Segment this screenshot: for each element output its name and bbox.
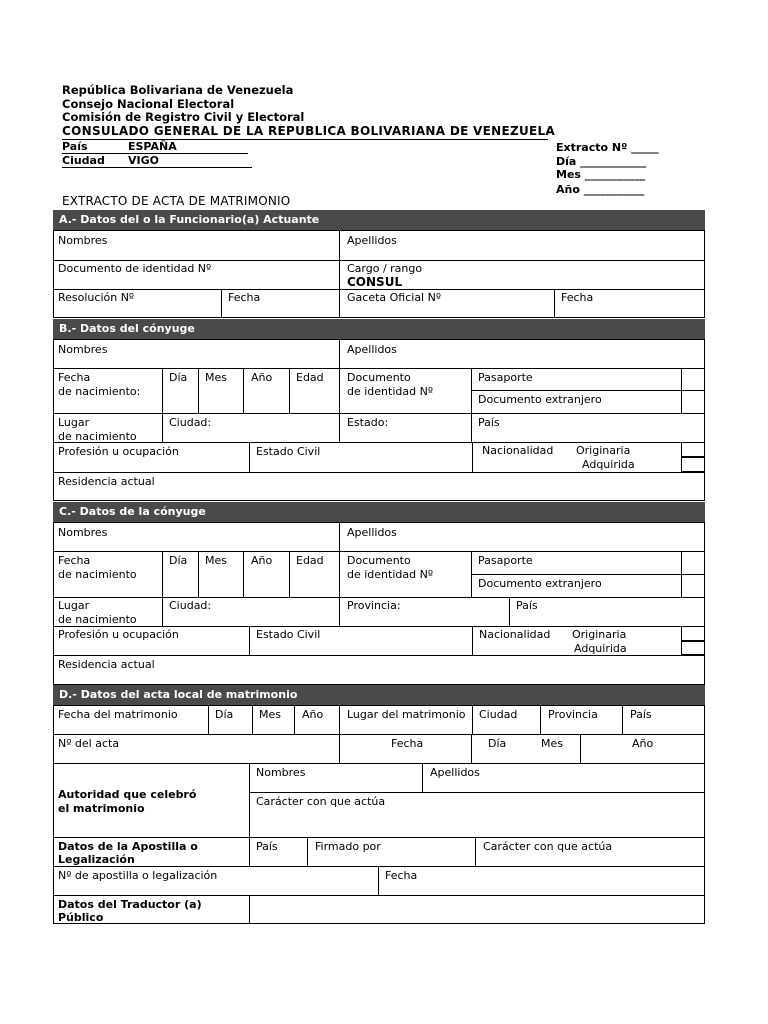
b-adquirida-label: Adquirida: [582, 458, 635, 471]
b-pasaporte-field[interactable]: Pasaporte: [478, 371, 533, 384]
header-consejo: Consejo Nacional Electoral: [62, 97, 235, 111]
d-nombres-field[interactable]: Nombres: [256, 766, 306, 779]
ciudad-label: Ciudad: [62, 154, 105, 167]
c-doc-extranjero-field[interactable]: Documento extranjero: [478, 577, 602, 590]
b-documento-label-2: de identidad Nº: [347, 385, 434, 398]
c-estado-civil-field[interactable]: Estado Civil: [256, 628, 321, 641]
c-anio-field[interactable]: Año: [251, 554, 273, 567]
c-ciudad-field[interactable]: Ciudad:: [169, 599, 212, 612]
c-adquirida-label: Adquirida: [574, 642, 627, 655]
pais-value[interactable]: ESPAÑA: [128, 140, 177, 153]
d-anio-field[interactable]: Año: [302, 708, 324, 721]
c-originaria-checkbox[interactable]: [681, 626, 705, 641]
c-originaria-label: Originaria: [572, 628, 627, 641]
b-originaria-checkbox[interactable]: [681, 442, 705, 457]
d-pais-field[interactable]: País: [630, 708, 652, 721]
d-ciudad-field[interactable]: Ciudad: [479, 708, 518, 721]
b-originaria-label: Originaria: [576, 444, 631, 457]
b-edad-field[interactable]: Edad: [296, 371, 324, 384]
c-lugar-label: Lugar: [58, 599, 90, 612]
c-fecha-nac-label: Fecha: [58, 554, 91, 567]
c-residencia-field[interactable]: Residencia actual: [58, 658, 155, 671]
section-d-title: D.- Datos del acta local de matrimonio: [59, 688, 298, 701]
d-caracter2-field[interactable]: Carácter con que actúa: [483, 840, 613, 853]
d-num-acta-field[interactable]: Nº del acta: [58, 737, 120, 750]
c-provincia-field[interactable]: Provincia:: [347, 599, 401, 612]
d-lugar-matrimonio-label: Lugar del matrimonio: [347, 708, 466, 721]
section-c-title: C.- Datos de la cónyuge: [59, 505, 206, 518]
d-mes-field[interactable]: Mes: [259, 708, 281, 721]
dia-field[interactable]: Día ____________: [556, 155, 647, 168]
a-fecha-field[interactable]: Fecha: [228, 291, 261, 304]
b-documento-label: Documento: [347, 371, 411, 384]
d-fecha-ap-field[interactable]: Fecha: [385, 869, 418, 882]
c-pais-field[interactable]: País: [516, 599, 538, 612]
d-firmado-field[interactable]: Firmado por: [315, 840, 381, 853]
mes-field[interactable]: Mes ___________: [556, 168, 646, 181]
d-apostilla-label: Datos de la Apostilla o: [58, 840, 198, 853]
c-apellidos-field[interactable]: Apellidos: [347, 526, 397, 539]
d-dia2-field[interactable]: Día: [488, 737, 507, 750]
c-profesion-field[interactable]: Profesión u ocupación: [58, 628, 179, 641]
b-doc-extranjero-field[interactable]: Documento extranjero: [478, 393, 602, 406]
c-edad-field[interactable]: Edad: [296, 554, 324, 567]
section-b-header: [53, 319, 705, 339]
b-lugar-label-2: de nacimiento: [58, 430, 137, 443]
b-fecha-nac-label: Fecha: [58, 371, 91, 384]
a-documento-field[interactable]: Documento de identidad Nº: [58, 262, 212, 275]
a-cargo-field[interactable]: Cargo / rango: [347, 262, 423, 275]
header-consulado: CONSULADO GENERAL DE LA REPUBLICA BOLIVARIANA DE VENEZUELA: [62, 124, 556, 138]
c-mes-field[interactable]: Mes: [205, 554, 227, 567]
b-apellidos-field[interactable]: Apellidos: [347, 343, 397, 356]
b-lugar-label: Lugar: [58, 416, 90, 429]
a-gaceta-field[interactable]: Gaceta Oficial Nº: [347, 291, 442, 304]
section-d-table: [53, 705, 705, 924]
c-documento-label-2: de identidad Nº: [347, 568, 434, 581]
b-fecha-nac-label-2: de nacimiento:: [58, 385, 141, 398]
a-nombres-field[interactable]: Nombres: [58, 234, 108, 247]
b-residencia-field[interactable]: Residencia actual: [58, 475, 155, 488]
anio-field[interactable]: Año ___________: [556, 183, 645, 196]
c-lugar-label-2: de nacimiento: [58, 613, 137, 626]
ciudad-value[interactable]: VIGO: [128, 154, 159, 167]
d-apellidos-field[interactable]: Apellidos: [430, 766, 480, 779]
c-nacionalidad-label: Nacionalidad: [479, 628, 551, 641]
c-nombres-field[interactable]: Nombres: [58, 526, 108, 539]
b-dia-field[interactable]: Día: [169, 371, 188, 384]
a-resolucion-field[interactable]: Resolución Nº: [58, 291, 135, 304]
a-cargo-value: CONSUL: [347, 275, 403, 289]
b-adquirida-checkbox[interactable]: [681, 457, 705, 472]
d-provincia-field[interactable]: Provincia: [548, 708, 598, 721]
d-apostilla-label-2: Legalización: [58, 853, 135, 866]
d-fecha-matrimonio-label: Fecha del matrimonio: [58, 708, 178, 721]
d-traductor-field[interactable]: [249, 895, 705, 924]
d-ap-pais-field[interactable]: País: [256, 840, 278, 853]
b-estado-civil-field[interactable]: Estado Civil: [256, 445, 321, 458]
c-documento-label: Documento: [347, 554, 411, 567]
b-nacionalidad-label: Nacionalidad: [482, 444, 554, 457]
a-apellidos-field[interactable]: Apellidos: [347, 234, 397, 247]
c-pasaporte-field[interactable]: Pasaporte: [478, 554, 533, 567]
c-fecha-nac-label-2: de nacimiento: [58, 568, 137, 581]
d-dia-field[interactable]: Día: [215, 708, 234, 721]
b-profesion-field[interactable]: Profesión u ocupación: [58, 445, 179, 458]
d-traductor-label-2: Público: [58, 911, 104, 924]
b-ciudad-field[interactable]: Ciudad:: [169, 416, 212, 429]
section-a-header: [53, 210, 705, 230]
b-pais-field[interactable]: País: [478, 416, 500, 429]
d-caracter-field[interactable]: Carácter con que actúa: [256, 795, 386, 808]
extracto-field[interactable]: Extracto Nº _____: [556, 141, 659, 154]
b-anio-field[interactable]: Año: [251, 371, 273, 384]
section-c-header: [53, 502, 705, 522]
header-republica: República Bolivariana de Venezuela: [62, 83, 294, 97]
section-d-header: [53, 685, 705, 705]
section-b-title: B.- Datos del cónyuge: [59, 322, 195, 335]
a-fecha2-field[interactable]: Fecha: [561, 291, 594, 304]
header-comision: Comisión de Registro Civil y Electoral: [62, 110, 305, 124]
c-dia-field[interactable]: Día: [169, 554, 188, 567]
d-anio2-field[interactable]: Año: [632, 737, 654, 750]
b-nombres-field[interactable]: Nombres: [58, 343, 108, 356]
b-estado-field[interactable]: Estado:: [347, 416, 389, 429]
pais-label: País: [62, 140, 88, 153]
b-mes-field[interactable]: Mes: [205, 371, 227, 384]
d-autoridad-label: Autoridad que celebró: [58, 788, 197, 801]
c-adquirida-checkbox[interactable]: [681, 641, 705, 655]
section-a-title: A.- Datos del o la Funcionario(a) Actuante: [59, 213, 320, 226]
d-fecha-label: Fecha: [391, 737, 424, 750]
d-num-apostilla-field[interactable]: Nº de apostilla o legalización: [58, 869, 218, 882]
d-autoridad-label-2: el matrimonio: [58, 802, 145, 815]
d-traductor-label: Datos del Traductor (a): [58, 898, 202, 911]
document-title: EXTRACTO DE ACTA DE MATRIMONIO: [62, 194, 291, 208]
d-mes2-field[interactable]: Mes: [541, 737, 563, 750]
